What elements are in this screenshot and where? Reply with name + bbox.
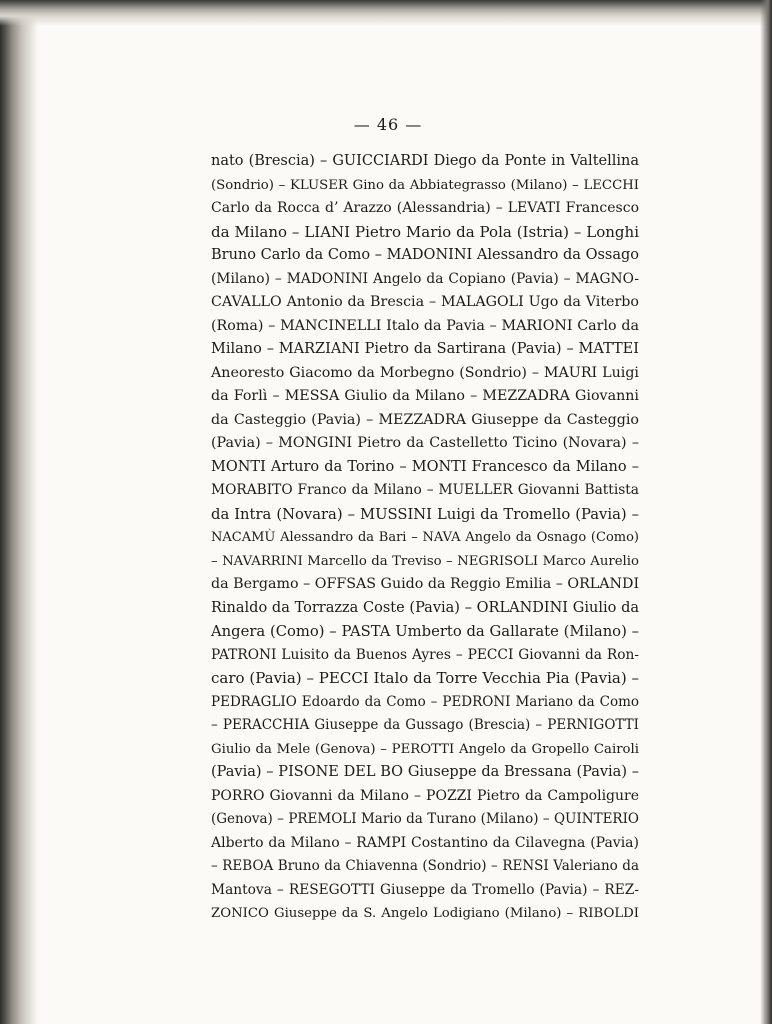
text-line: (Sondrio) – KLUSER Gino da Abbiategrasso (Milano) – LECCHI [211,177,639,193]
text-line: – REBOA Bruno da Chiavenna (Sondrio) – RENSI Valeriano da [211,858,639,874]
right-edge-shadow [760,0,772,1024]
name-list-text [211,150,639,926]
text-line: MORABITO Franco da Milano – MUELLER Giovanni Battista [211,482,639,498]
text-line: – PERACCHIA Giuseppe da Gussago (Brescia) – PERNIGOTTI [211,717,639,733]
binding-shadow [0,0,38,1024]
text-line: caro (Pavia) – PECCI Italo da Torre Vecchia Pia (Pavia) – [211,669,639,687]
text-line: MONTI Arturo da Torino – MONTI Francesco da Milano – [211,458,639,475]
text-line: Carlo da Rocca d’ Arazzo (Alessandria) – LEVATI Francesco [211,200,639,216]
text-line: Aneoresto Giacomo da Morbegno (Sondrio) – MAURI Luigi [211,364,639,381]
text-line: PEDRAGLIO Edoardo da Como – PEDRONI Mariano da Como [211,693,639,710]
text-line: nato (Brescia) – GUICCIARDI Diego da Ponte in Valtellina [211,153,639,169]
text-line: NACAMÙ Alessandro da Bari – NAVA Angelo da Osnago (Como) [211,530,639,545]
text-line: da Forlì – MESSA Giulio da Milano – MEZZADRA Giovanni [211,388,639,404]
text-line: – NAVARRINI Marcello da Treviso – NEGRISOLI Marco Aurelio [211,553,639,569]
text-line: da Bergamo – OFFSAS Guido da Reggio Emilia – ORLANDI [211,576,640,592]
text-line: CAVALLO Antonio da Brescia – MALAGOLI Ugo da Viterbo [211,294,639,310]
text-line: ZONICO Giuseppe da S. Angelo Lodigiano (Milano) – RIBOLDI [211,906,639,921]
text-line: Angera (Como) – PASTA Umberto da Gallarate (Milano) – [211,623,639,640]
text-line: (Genova) – PREMOLI Mario da Turano (Milano) – QUINTERIO [211,811,639,827]
text-line: Alberto da Milano – RAMPI Costantino da Cilavegna (Pavia) [211,834,639,851]
text-line: Mantova – RESEGOTTI Giuseppe da Tromello (Pavia) – REZ- [211,881,639,898]
text-line: PORRO Giovanni da Milano – POZZI Pietro da Campoligure [211,787,639,804]
text-line: da Milano – LIANI Pietro Mario da Pola (Istria) – Longhi [211,222,639,241]
text-line: Bruno Carlo da Como – MADONINI Alessandro da Ossago [211,247,639,263]
text-line: Milano – MARZIANI Pietro da Sartirana (Pavia) – MATTEI [211,341,639,357]
text-line: (Pavia) – PISONE DEL BO Giuseppe da Bressana (Pavia) – [211,764,639,780]
text-line: Rinaldo da Torrazza Coste (Pavia) – ORLANDINI Giulio da [211,599,639,616]
text-line: (Milano) – MADONINI Angelo da Copiano (Pavia) – MAGNO- [211,270,639,287]
text-line: da Casteggio (Pavia) – MEZZADRA Giuseppe da Casteggio [211,411,639,428]
text-line: Giulio da Mele (Genova) – PEROTTI Angelo da Gropello Cairoli [211,741,639,757]
top-edge-shadow [0,0,772,26]
text-line: (Roma) – MANCINELLI Italo da Pavia – MARIONI Carlo da [211,317,639,334]
text-line: PATRONI Luisito da Buenos Ayres – PECCI Giovanni da Ron- [211,646,639,663]
text-line: da Intra (Novara) – MUSSINI Luigi da Tromello (Pavia) – [211,505,639,523]
page-number: — 46 — [353,115,423,134]
text-line: (Pavia) – MONGINI Pietro da Castelletto Ticino (Novara) – [211,435,639,451]
